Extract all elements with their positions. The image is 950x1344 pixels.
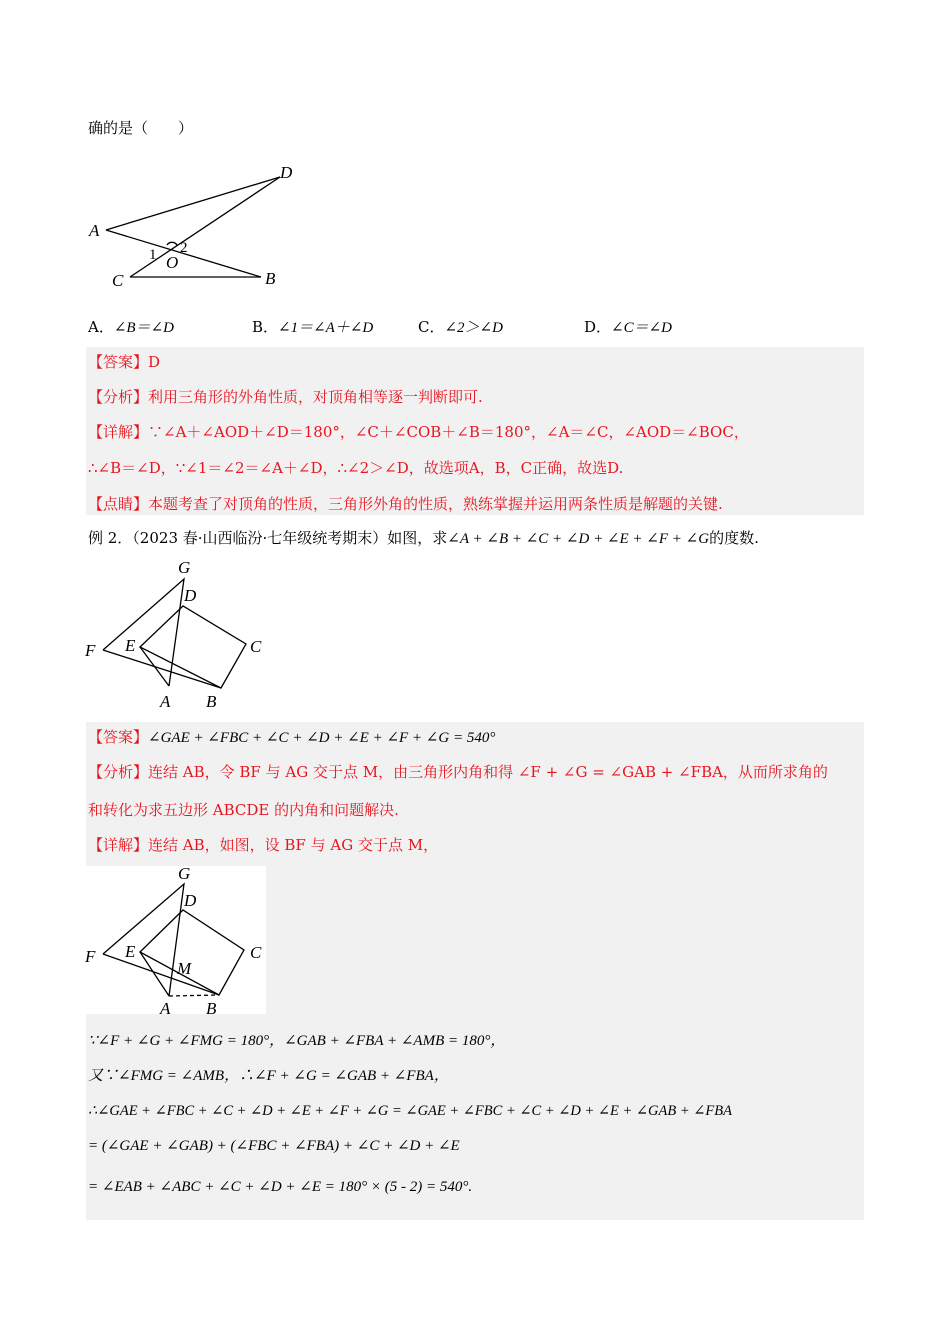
step-3: ∴∠GAE + ∠FBC + ∠C + ∠D + ∠E + ∠F + ∠G = ∠GAE + ∠FBC + ∠C + ∠D + ∠E + ∠GAB + ∠FBA (88, 1103, 732, 1119)
analysis-2-line-2: 和转化为求五边形 ABCDE 的内角和问题解决. (88, 801, 399, 819)
detail-1-line-1 (88, 422, 749, 442)
fig2-label-f: F (85, 641, 96, 660)
fig2-label-b: B (206, 692, 217, 711)
question-tail: 确的是（ ） (88, 119, 194, 137)
answer-2-text: ∠GAE + ∠FBC + ∠C + ∠D + ∠E + ∠F + ∠G = 540° (148, 730, 496, 746)
answer-1 (88, 352, 160, 372)
fig3-label-f: F (85, 947, 96, 966)
option-d-key: D． (584, 318, 612, 336)
fig2-pentagon-edges (140, 606, 246, 688)
option-a (88, 316, 174, 337)
fig3-line-fb (103, 954, 219, 995)
example-2-question (88, 528, 759, 549)
analysis-2-text-1: 连结 AB，令 BF 与 AG 交于点 M，由三角形内角和得 ∠F + ∠G = ∠GAB + ∠FBA，从而所求角的 (148, 763, 828, 781)
fig1-segment-ad (106, 177, 280, 230)
fig3-label-g: G (178, 864, 191, 883)
fig2-lines-fga (103, 579, 184, 686)
fig1-label-1: 1 (149, 247, 157, 263)
fig1-label-c: C (112, 271, 124, 290)
fig3-label-c: C (250, 943, 262, 962)
answer-1-text: D (148, 353, 161, 371)
analysis-1-text: 利用三角形的外角性质，对顶角相等逐一判断即可. (148, 388, 483, 406)
step-5: = ∠EAB + ∠ABC + ∠C + ∠D + ∠E = 180° × (5 - 2) = 540°. (88, 1179, 473, 1195)
example-2-suffix: 的度数. (709, 529, 759, 547)
detail-2-text: 连结 AB，如图，设 BF 与 AG 交于点 M， (148, 836, 439, 854)
fig2-label-e: E (125, 636, 136, 655)
fig1-label-o: O (166, 253, 179, 272)
fig3-lines-fga (103, 884, 184, 996)
detail-2 (88, 835, 438, 855)
fig3-label-e: E (125, 942, 136, 961)
fig3-pentagon-edges (140, 910, 244, 995)
fig2-label-d: D (184, 586, 197, 605)
option-b-key: B． (252, 318, 279, 336)
detail-1-text-1: ∵∠A＋∠AOD＋∠D＝180°，∠C＋∠COB＋∠B＝180°，∠A＝∠C，∠AOD＝∠BOC， (148, 423, 749, 441)
option-d-text: ∠C＝∠D (611, 320, 673, 336)
fig3-label-m: M (177, 959, 192, 978)
figure-1-angles (84, 158, 314, 298)
example-2-expr: ∠A + ∠B + ∠C + ∠D + ∠E + ∠F + ∠G (447, 531, 710, 547)
fig2-line-ea (140, 647, 169, 686)
fig3-label-d: D (184, 891, 197, 910)
fig1-label-a: A (89, 221, 100, 240)
comment-1-text: 本题考查了对顶角的性质，三角形外角的性质，熟练掌握并运用两条性质是解题的关键. (148, 495, 723, 513)
detail-2-tag: 【详解】 (88, 836, 149, 854)
analysis-2-tag: 【分析】 (88, 763, 149, 781)
fig1-angle-arc (167, 242, 177, 245)
option-d (584, 316, 672, 337)
step-2: 又∵∠FMG = ∠AMB，∴∠F + ∠G = ∠GAB + ∠FBA， (88, 1068, 449, 1084)
example-2-prefix: 例 2．（2023 春·山西临汾·七年级统考期末）如图，求 (88, 529, 448, 547)
fig2-line-fb (103, 650, 221, 688)
figure-2-star-pentagon (80, 556, 280, 716)
fig1-label-d: D (280, 163, 293, 182)
detail-1-tag: 【详解】 (88, 423, 149, 441)
fig3-line-ea (140, 952, 169, 996)
comment-1-tag: 【点睛】 (88, 495, 149, 513)
detail-1-line-2: ∴∠B＝∠D，∵∠1＝∠2＝∠A＋∠D，∴∠2＞∠D，故选项A，B，C正确，故选D. (88, 459, 624, 477)
analysis-2-line-1 (88, 762, 828, 782)
analysis-1 (88, 387, 483, 407)
fig3-label-b: B (206, 999, 217, 1018)
comment-1 (88, 494, 723, 514)
fig3-dashed-ab (169, 995, 219, 996)
option-b (252, 316, 373, 337)
option-c-text: ∠2＞∠D (444, 320, 503, 336)
option-a-text: ∠B＝∠D (113, 320, 174, 336)
step-1: ∵∠F + ∠G + ∠FMG = 180°，∠GAB + ∠FBA + ∠AMB = 180°， (88, 1033, 506, 1049)
fig1-label-b: B (265, 269, 276, 288)
answer-2-tag: 【答案】 (88, 728, 149, 746)
figure-3-with-m (80, 862, 280, 1022)
option-a-key: A． (88, 318, 114, 336)
answer-2 (88, 727, 495, 748)
answer-1-tag: 【答案】 (88, 353, 149, 371)
fig2-label-c: C (250, 637, 262, 656)
option-c-key: C． (418, 318, 445, 336)
step-4: = (∠GAE + ∠GAB) + (∠FBC + ∠FBA) + ∠C + ∠D + ∠E (88, 1138, 460, 1154)
option-c (418, 316, 503, 337)
option-b-text: ∠1＝∠A＋∠D (278, 320, 374, 336)
fig1-label-2: 2 (180, 240, 188, 256)
fig2-label-a: A (160, 692, 171, 711)
fig2-label-g: G (178, 558, 191, 577)
fig3-label-a: A (160, 999, 171, 1018)
analysis-1-tag: 【分析】 (88, 388, 149, 406)
